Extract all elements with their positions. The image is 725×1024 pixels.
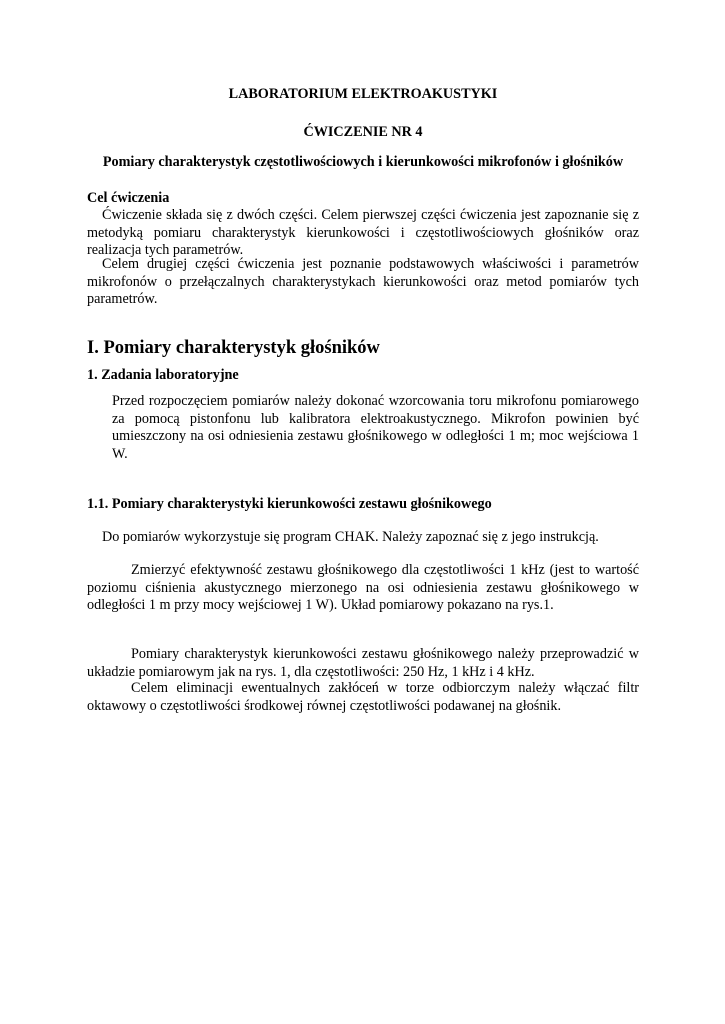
subsection-1-1-heading: 1.1. Pomiary charakterystyki kierunkowości zestawu głośnikowego	[87, 496, 492, 512]
lab-title: LABORATORIUM ELEKTROAKUSTYKI	[228, 86, 498, 102]
program-paragraph: Do pomiarów wykorzystuje się program CHAK. Należy zapoznać się z jego instrukcją.	[102, 529, 599, 545]
goal-paragraph-1: Ćwiczenie składa się z dwóch części. Celem pierwszej części ćwiczenia jest zapoznanie się z metodyką pomiaru charakterystyk kierunkowości i częstotliwościowych głośników oraz realizacja tych parametrów.	[87, 207, 639, 258]
efficiency-paragraph: Zmierzyć efektywność zestawu głośnikowego dla częstotliwości 1 kHz (jest to wartość poziomu ciśnienia akustycznego mierzonego na osi odniesienia zestawu głośnikowego w odległości 1 m przy mocy wejściowej 1 W). Układ pomiarowy pokazano na rys.1.	[87, 562, 639, 613]
subsection-1-text: Przed rozpoczęciem pomiarów należy dokonać wzorcowania toru mikrofonu pomiarowego za pomocą pistonfonu lub kalibratora elektroakustycznego. Mikrofon powinien być umieszczony na osi odniesienia zestawu głośnikowego w odległości 1 m; moc wejściowa 1 W.	[112, 393, 639, 462]
filter-paragraph: Celem eliminacji ewentualnych zakłóceń w torze odbiorczym należy włączać filtr oktawowy o częstotliwości środkowej równej częstotliwości podawanej na głośnik.	[87, 680, 639, 714]
subsection-1-heading: 1. Zadania laboratoryjne	[87, 367, 239, 383]
directivity-paragraph: Pomiary charakterystyk kierunkowości zestawu głośnikowego należy przeprowadzić w układzie pomiarowym jak na rys. 1, dla częstotliwości: 250 Hz, 1 kHz i 4 kHz.	[87, 646, 639, 680]
goal-heading: Cel ćwiczenia	[87, 190, 170, 206]
exercise-title: Pomiary charakterystyk częstotliwościowych i kierunkowości mikrofonów i głośników	[102, 154, 624, 170]
exercise-number: ĆWICZENIE NR 4	[303, 124, 423, 140]
section-heading: I. Pomiary charakterystyk głośników	[87, 338, 380, 358]
goal-paragraph-2: Celem drugiej części ćwiczenia jest poznanie podstawowych właściwości i parametrów mikrofonów o przełączalnych charakterystykach kierunkowości oraz metod pomiarów tych parametrów.	[87, 256, 639, 307]
